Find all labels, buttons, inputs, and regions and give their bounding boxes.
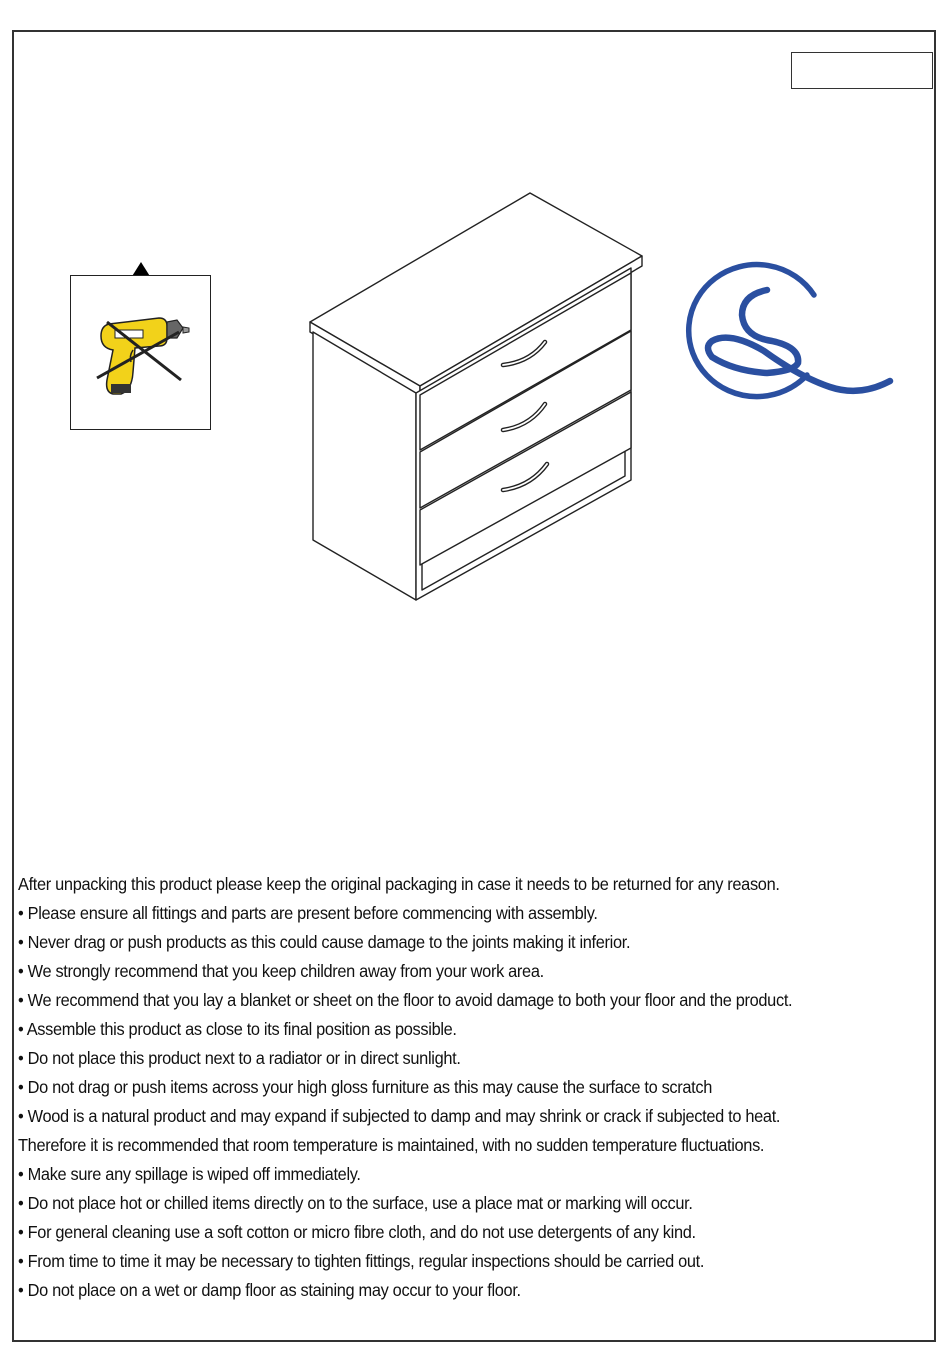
instruction-item: • We strongly recommend that you keep children away from your work area.	[18, 961, 544, 981]
instruction-item: • From time to time it may be necessary to tighten fittings, regular inspections should be carried out.	[18, 1251, 705, 1271]
instruction-item: • Please ensure all fittings and parts are present before commencing with assembly.	[18, 903, 598, 923]
care-instructions	[18, 870, 874, 1305]
intro-text: After unpacking this product please keep the original packaging in case it needs to be returned for any reason.	[18, 874, 780, 894]
instruction-item: • For general cleaning use a soft cotton or micro fibre cloth, and do not use detergents of any kind.	[18, 1222, 696, 1242]
continuation-text: Therefore it is recommended that room temperature is maintained, with no sudden temperature fluctuations.	[18, 1135, 765, 1155]
no-power-drill-warning	[70, 275, 211, 430]
instruction-item: • We recommend that you lay a blanket or sheet on the floor to avoid damage to both your floor and the product.	[18, 990, 793, 1010]
instruction-item: • Never drag or push products as this could cause damage to the joints making it inferior.	[18, 932, 631, 952]
instruction-item: • Do not drag or push items across your high gloss furniture as this may cause the surface to scratch	[18, 1077, 713, 1097]
instruction-item: • Do not place hot or chilled items directly on to the surface, use a place mat or marking will occur.	[18, 1193, 693, 1213]
no-power-drill-icon	[71, 276, 212, 431]
instruction-item: • Wood is a natural product and may expand if subjected to damp and may shrink or crack if subjected to heat.	[18, 1106, 781, 1126]
instruction-item: • Do not place this product next to a radiator or in direct sunlight.	[18, 1048, 461, 1068]
instruction-item: • Do not place on a wet or damp floor as staining may occur to your floor.	[18, 1280, 521, 1300]
brand-logo-icon	[672, 255, 897, 405]
instruction-item: • Make sure any spillage is wiped off immediately.	[18, 1164, 361, 1184]
product-code-box	[791, 52, 933, 89]
chest-of-drawers-illustration	[305, 190, 650, 605]
instruction-item: • Assemble this product as close to its final position as possible.	[18, 1019, 457, 1039]
